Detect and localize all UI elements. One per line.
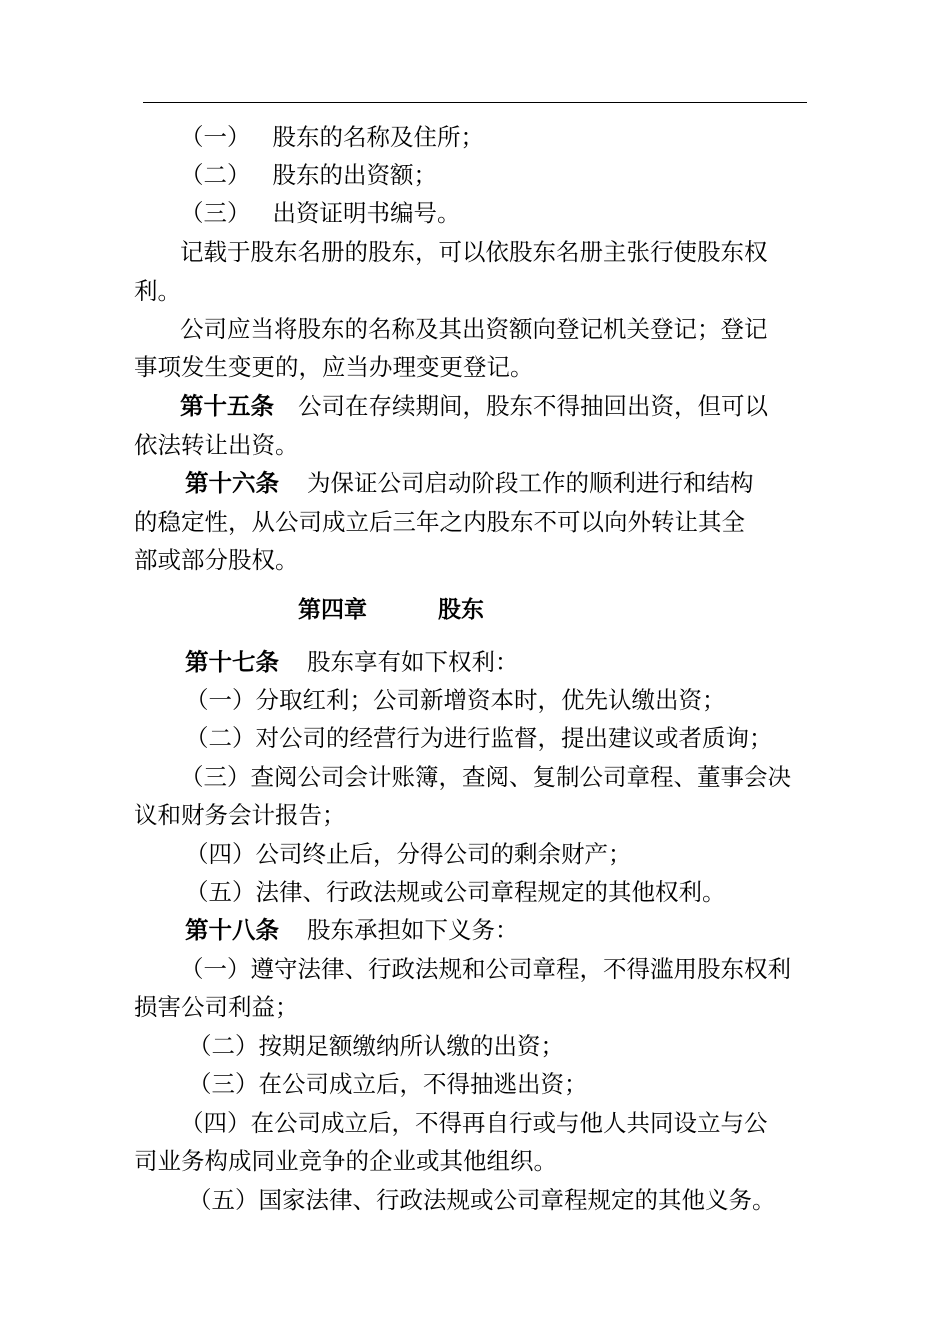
list-item: （三）在公司成立后，不得抽逃出资； <box>188 1070 588 1098</box>
item-number: （一） <box>180 123 251 151</box>
list-item: （二）按期足额缴纳所认缴的出资； <box>188 1032 564 1060</box>
chapter-number: 第四章 <box>298 597 367 623</box>
item-text: 出资证明书编号。 <box>272 199 461 227</box>
list-item: （一）遵守法律、行政法规和公司章程，不得滥用股东权利 <box>180 955 791 983</box>
item-text: 股东的名称及住所； <box>272 123 484 151</box>
list-item: 议和财务会计报告； <box>134 801 346 829</box>
header-rule <box>143 102 807 103</box>
article-text: 股东享有如下权利： <box>307 648 519 676</box>
paragraph-line: 记载于股东名册的股东，可以依股东名册主张行使股东权 <box>180 238 768 266</box>
article-label: 第十七条 <box>185 648 279 676</box>
item-text: 股东的出资额； <box>272 161 437 189</box>
paragraph-line: 事项发生变更的，应当办理变更登记。 <box>134 353 534 381</box>
article-17 <box>185 646 865 678</box>
article-label: 第十五条 <box>180 392 274 420</box>
list-item: （五）国家法律、行政法规或公司章程规定的其他义务。 <box>188 1186 776 1214</box>
list-item: （四）公司终止后，分得公司的剩余财产； <box>185 840 632 868</box>
chapter-title: 股东 <box>438 597 484 623</box>
paragraph-line: 依法转让出资。 <box>134 431 299 459</box>
list-item <box>180 197 860 229</box>
list-item: （一）分取红利；公司新增资本时，优先认缴出资； <box>185 686 726 714</box>
list-item: （三）查阅公司会计账簿，查阅、复制公司章程、董事会决 <box>180 763 791 791</box>
article-label: 第十六条 <box>185 469 279 497</box>
item-number: （二） <box>180 161 251 189</box>
article-18 <box>185 914 865 946</box>
article-label: 第十八条 <box>185 916 279 944</box>
list-item: 司业务构成同业竞争的企业或其他组织。 <box>134 1147 557 1175</box>
list-item <box>180 159 860 191</box>
list-item: （五）法律、行政法规或公司章程规定的其他权利。 <box>185 878 726 906</box>
paragraph-line: 部或部分股权。 <box>134 546 299 574</box>
list-item <box>180 121 860 153</box>
list-item: 损害公司利益； <box>134 993 299 1021</box>
list-item: （二）对公司的经营行为进行监督，提出建议或者质询； <box>185 724 773 752</box>
item-number: （三） <box>180 199 251 227</box>
article-text: 股东承担如下义务： <box>307 916 519 944</box>
paragraph-line: 的稳定性，从公司成立后三年之内股东不可以向外转让其全 <box>134 508 745 536</box>
article-text: 公司在存续期间，股东不得抽回出资，但可以 <box>298 392 768 420</box>
list-item: （四）在公司成立后，不得再自行或与他人共同设立与公 <box>180 1109 768 1137</box>
article-text: 为保证公司启动阶段工作的顺利进行和结构 <box>307 469 754 497</box>
article-16 <box>185 467 865 499</box>
paragraph-line: 公司应当将股东的名称及其出资额向登记机关登记；登记 <box>180 315 768 343</box>
article-15 <box>180 390 860 422</box>
paragraph-line: 利。 <box>134 277 181 305</box>
